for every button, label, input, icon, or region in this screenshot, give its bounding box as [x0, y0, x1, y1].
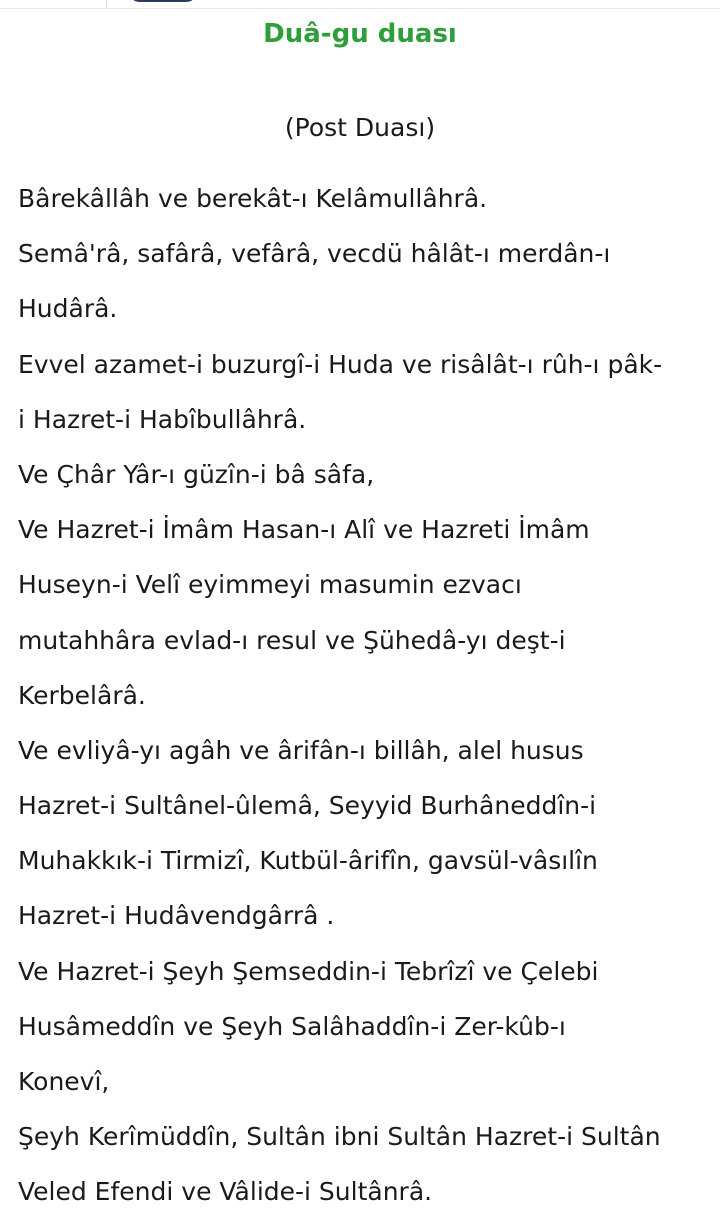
divider: [106, 0, 107, 8]
text-line: Ve Çhâr Yâr-ı güzîn-i bâ sâfa,: [18, 459, 375, 489]
text-line: Husâmeddîn ve Şeyh Salâhaddîn-i Zer-kûb-ı: [18, 1011, 566, 1041]
page-subtitle: (Post Duası): [284, 113, 436, 142]
text-line: Ve evliyâ-yı agâh ve ârifân-ı billâh, alel husus: [18, 735, 584, 765]
text-line: Hazret-i Hudâvendgârrâ .: [18, 901, 335, 931]
text-line: Konevî,: [18, 1067, 110, 1096]
top-app-bar-edge: [0, 0, 720, 9]
text-line: Veled Efendi ve Vâlide-i Sultânrâ.: [18, 1177, 433, 1207]
text-line: Hudârâ.: [18, 294, 118, 324]
avatar[interactable]: [128, 0, 198, 2]
text-line: Ve Hazret-i Şeyh Şemseddin-i Tebrîzî ve Çelebi: [18, 956, 599, 986]
text-line: Muhakkık-i Tirmizî, Kutbül-ârifîn, gavsül-vâsılîn: [18, 846, 598, 876]
text-line: i Hazret-i Habîbullâhrâ.: [18, 404, 307, 434]
page-title: Duâ-gu duası: [263, 19, 457, 49]
prayer-text: [18, 178, 718, 1227]
text-line: Şeyh Kerîmüddîn, Sultân ibni Sultân Hazret-i Sultân: [18, 1122, 661, 1152]
text-line: Semâ'râ, safârâ, vefârâ, vecdü hâlât-ı merdân-ı: [18, 239, 611, 269]
text-line: Ve Hazret-i İmâm Hasan-ı Alî ve Hazreti İmâm: [18, 515, 590, 545]
text-line: Kerbelârâ.: [18, 680, 146, 710]
text-line: Bârekâllâh ve berekât-ı Kelâmullâhrâ.: [18, 184, 488, 213]
text-line: mutahhâra evlad-ı resul ve Şühedâ-yı deşt-i: [18, 625, 566, 655]
text-line: Evvel azamet-i buzurgî-i Huda ve risâlât-ı rûh-ı pâk-: [18, 349, 663, 379]
text-line: Hazret-i Sultânel-ûlemâ, Seyyid Burhâneddîn-i: [18, 791, 597, 821]
text-line: Huseyn-i Velî eyimmeyi masumin ezvacı: [18, 570, 522, 600]
